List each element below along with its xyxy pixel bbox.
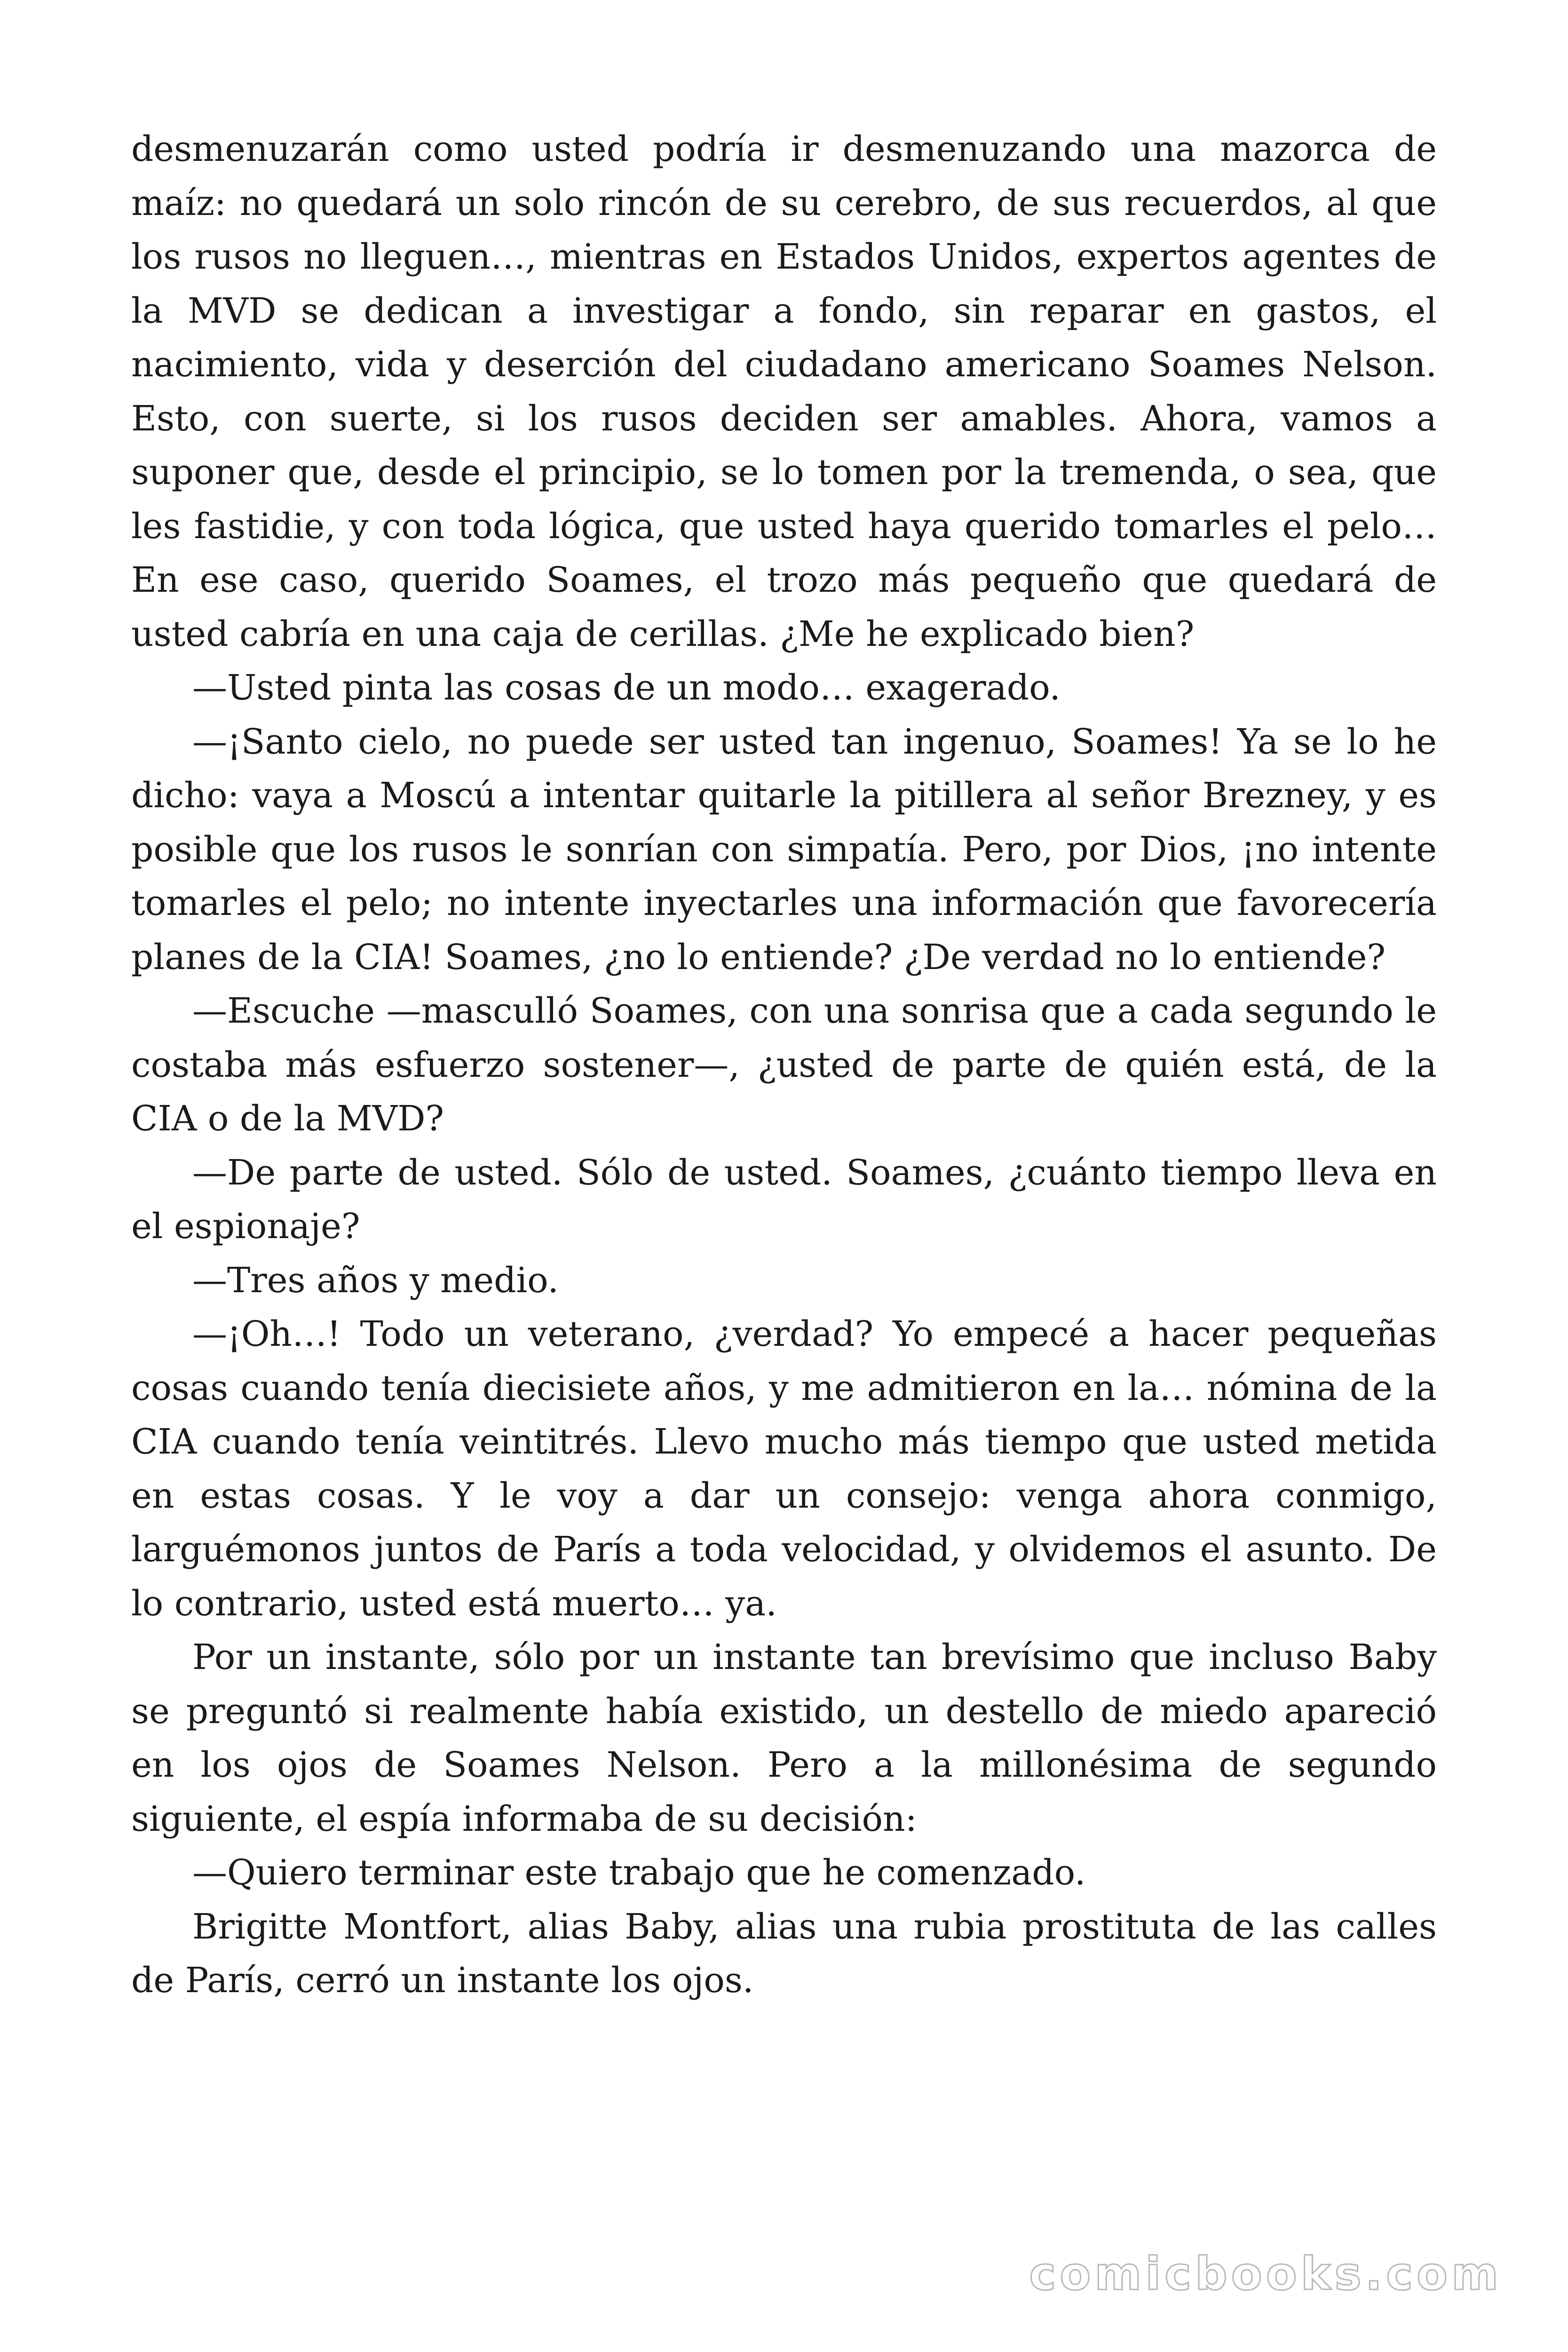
paragraph-1: desmenuzarán como usted podría ir desmenuzando una mazorca de maíz: no quedará un solo rincón de su cerebro, de sus recuerdos, al que los rusos no lleguen…, mientras en Estados Unidos, expertos agentes de la MVD se dedican a investigar a fondo, sin reparar en gastos, el nacimiento, vida y deserción del ciudadano americano Soames Nelson. Esto, con suerte, si los rusos deciden ser amables. Ahora, vamos a suponer que, desde el principio, se lo tomen por la tremenda, o sea, que les fastidie, y con toda lógica, que usted haya querido tomarles el pelo… En ese caso, querido Soames, el trozo más pequeño que quedará de usted cabría en una caja de cerillas. ¿Me he explicado bien? xyxy=(131,129,1437,654)
paragraph-6: —Tres años y medio. xyxy=(192,1260,559,1301)
paragraph-9: —Quiero terminar este trabajo que he comenzado. xyxy=(192,1852,1086,1893)
paragraph-2: —Usted pinta las cosas de un modo… exagerado. xyxy=(192,667,1061,708)
paragraph-5: —De parte de usted. Sólo de usted. Soames, ¿cuánto tiempo lleva en el espionaje? xyxy=(131,1152,1437,1247)
paragraph-3: —¡Santo cielo, no puede ser usted tan ingenuo, Soames! Ya se lo he dicho: vaya a Moscú a intentar quitarle la pitillera al señor Brezney, y es posible que los rusos le sonrían con simpatía. Pero, por Dios, ¡no intente tomarles el pelo; no intente inyectarles una información que favorecería planes de la CIA! Soames, ¿no lo entiende? ¿De verdad no lo entiende? xyxy=(131,721,1437,977)
paragraph-7: —¡Oh…! Todo un veterano, ¿verdad? Yo empecé a hacer pequeñas cosas cuando tenía diecisiete años, y me admitieron en la… nómina de la CIA cuando tenía veintitrés. Llevo mucho más tiempo que usted metida en estas cosas. Y le voy a dar un consejo: venga ahora conmigo, larguémonos juntos de París a toda velocidad, y olvidemos el asunto. De lo contrario, usted está muerto… ya. xyxy=(131,1314,1437,1624)
paragraph-10: Brigitte Montfort, alias Baby, alias una rubia prostituta de las calles de París, cerró un instante los ojos. xyxy=(131,1906,1437,2001)
paragraph-8: Por un instante, sólo por un instante tan brevísimo que incluso Baby se preguntó si realmente había existido, un destello de miedo apareció en los ojos de Soames Nelson. Pero a la millonésima de segundo siguiente, el espía informaba de su decisión: xyxy=(131,1637,1437,1839)
paragraph-4: —Escuche —masculló Soames, con una sonrisa que a cada segundo le costaba más esfuerzo sostener—, ¿usted de parte de quién está, de la CIA o de la MVD? xyxy=(131,991,1437,1139)
page-body-text xyxy=(131,122,1437,2008)
watermark-text: comicbooks.com xyxy=(1029,2248,1502,2300)
